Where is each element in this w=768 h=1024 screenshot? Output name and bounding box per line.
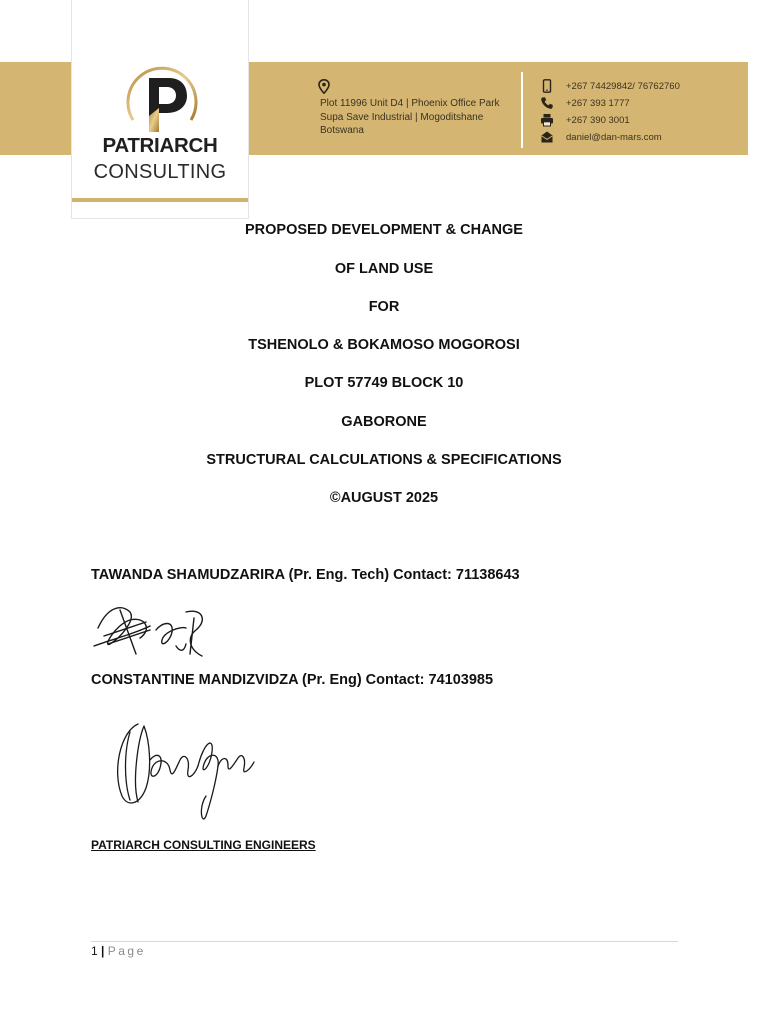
logo-brand-sub: CONSULTING: [93, 161, 227, 183]
title-line: PLOT 57749 BLOCK 10: [304, 375, 464, 391]
letterhead-divider: [521, 72, 523, 148]
company-logo: [71, 0, 249, 219]
logo-gold-rule: [72, 198, 248, 202]
contact-text: daniel@dan-mars.com: [566, 131, 662, 143]
contact-text: +267 390 3001: [566, 114, 630, 126]
footer-rule: [91, 941, 678, 942]
patriarch-logo-mark: [121, 58, 203, 138]
address-line: Plot 11996 Unit D4 | Phoenix Office Park: [320, 98, 500, 109]
contact-fax: [540, 113, 630, 127]
logo-brand-name: PATRIARCH: [102, 134, 218, 157]
title-line: PROPOSED DEVELOPMENT & CHANGE: [245, 222, 523, 238]
signature-1: [90, 600, 215, 660]
company-address: [320, 97, 500, 138]
title-line: FOR: [368, 299, 400, 315]
fax-icon: [540, 113, 554, 127]
page-word: Page: [107, 944, 146, 958]
contact-mobile: [540, 79, 680, 93]
title-line: OF LAND USE: [334, 261, 434, 277]
location-pin-icon: [318, 79, 330, 94]
footer-separator: |: [101, 944, 105, 958]
address-line: Supa Save Industrial | Mogoditshane: [320, 111, 484, 123]
contact-text: +267 393 1777: [566, 97, 630, 109]
page-number: 1: [91, 944, 98, 958]
contact-email: [540, 130, 662, 144]
signer-name-2: CONSTANTINE MANDIZVIDZA (Pr. Eng) Contact: 74103985: [91, 672, 494, 688]
page-footer: [91, 944, 146, 958]
contact-text: +267 74429842/ 76762760: [566, 80, 680, 92]
title-line: ©AUGUST 2025: [329, 490, 439, 506]
title-line: STRUCTURAL CALCULATIONS & SPECIFICATIONS: [206, 452, 562, 468]
signature-2: [110, 712, 260, 822]
mobile-icon: [540, 79, 554, 93]
address-line: Botswana: [320, 125, 364, 137]
phone-icon: [540, 96, 554, 110]
company-name: PATRIARCH CONSULTING ENGINEERS: [91, 838, 316, 852]
title-line: TSHENOLO & BOKAMOSO MOGOROSI: [248, 337, 520, 353]
contact-phone: [540, 96, 630, 110]
signer-name-1: TAWANDA SHAMUDZARIRA (Pr. Eng. Tech) Contact: 71138643: [91, 567, 520, 583]
email-icon: [540, 130, 554, 144]
title-line: GABORONE: [341, 414, 427, 430]
